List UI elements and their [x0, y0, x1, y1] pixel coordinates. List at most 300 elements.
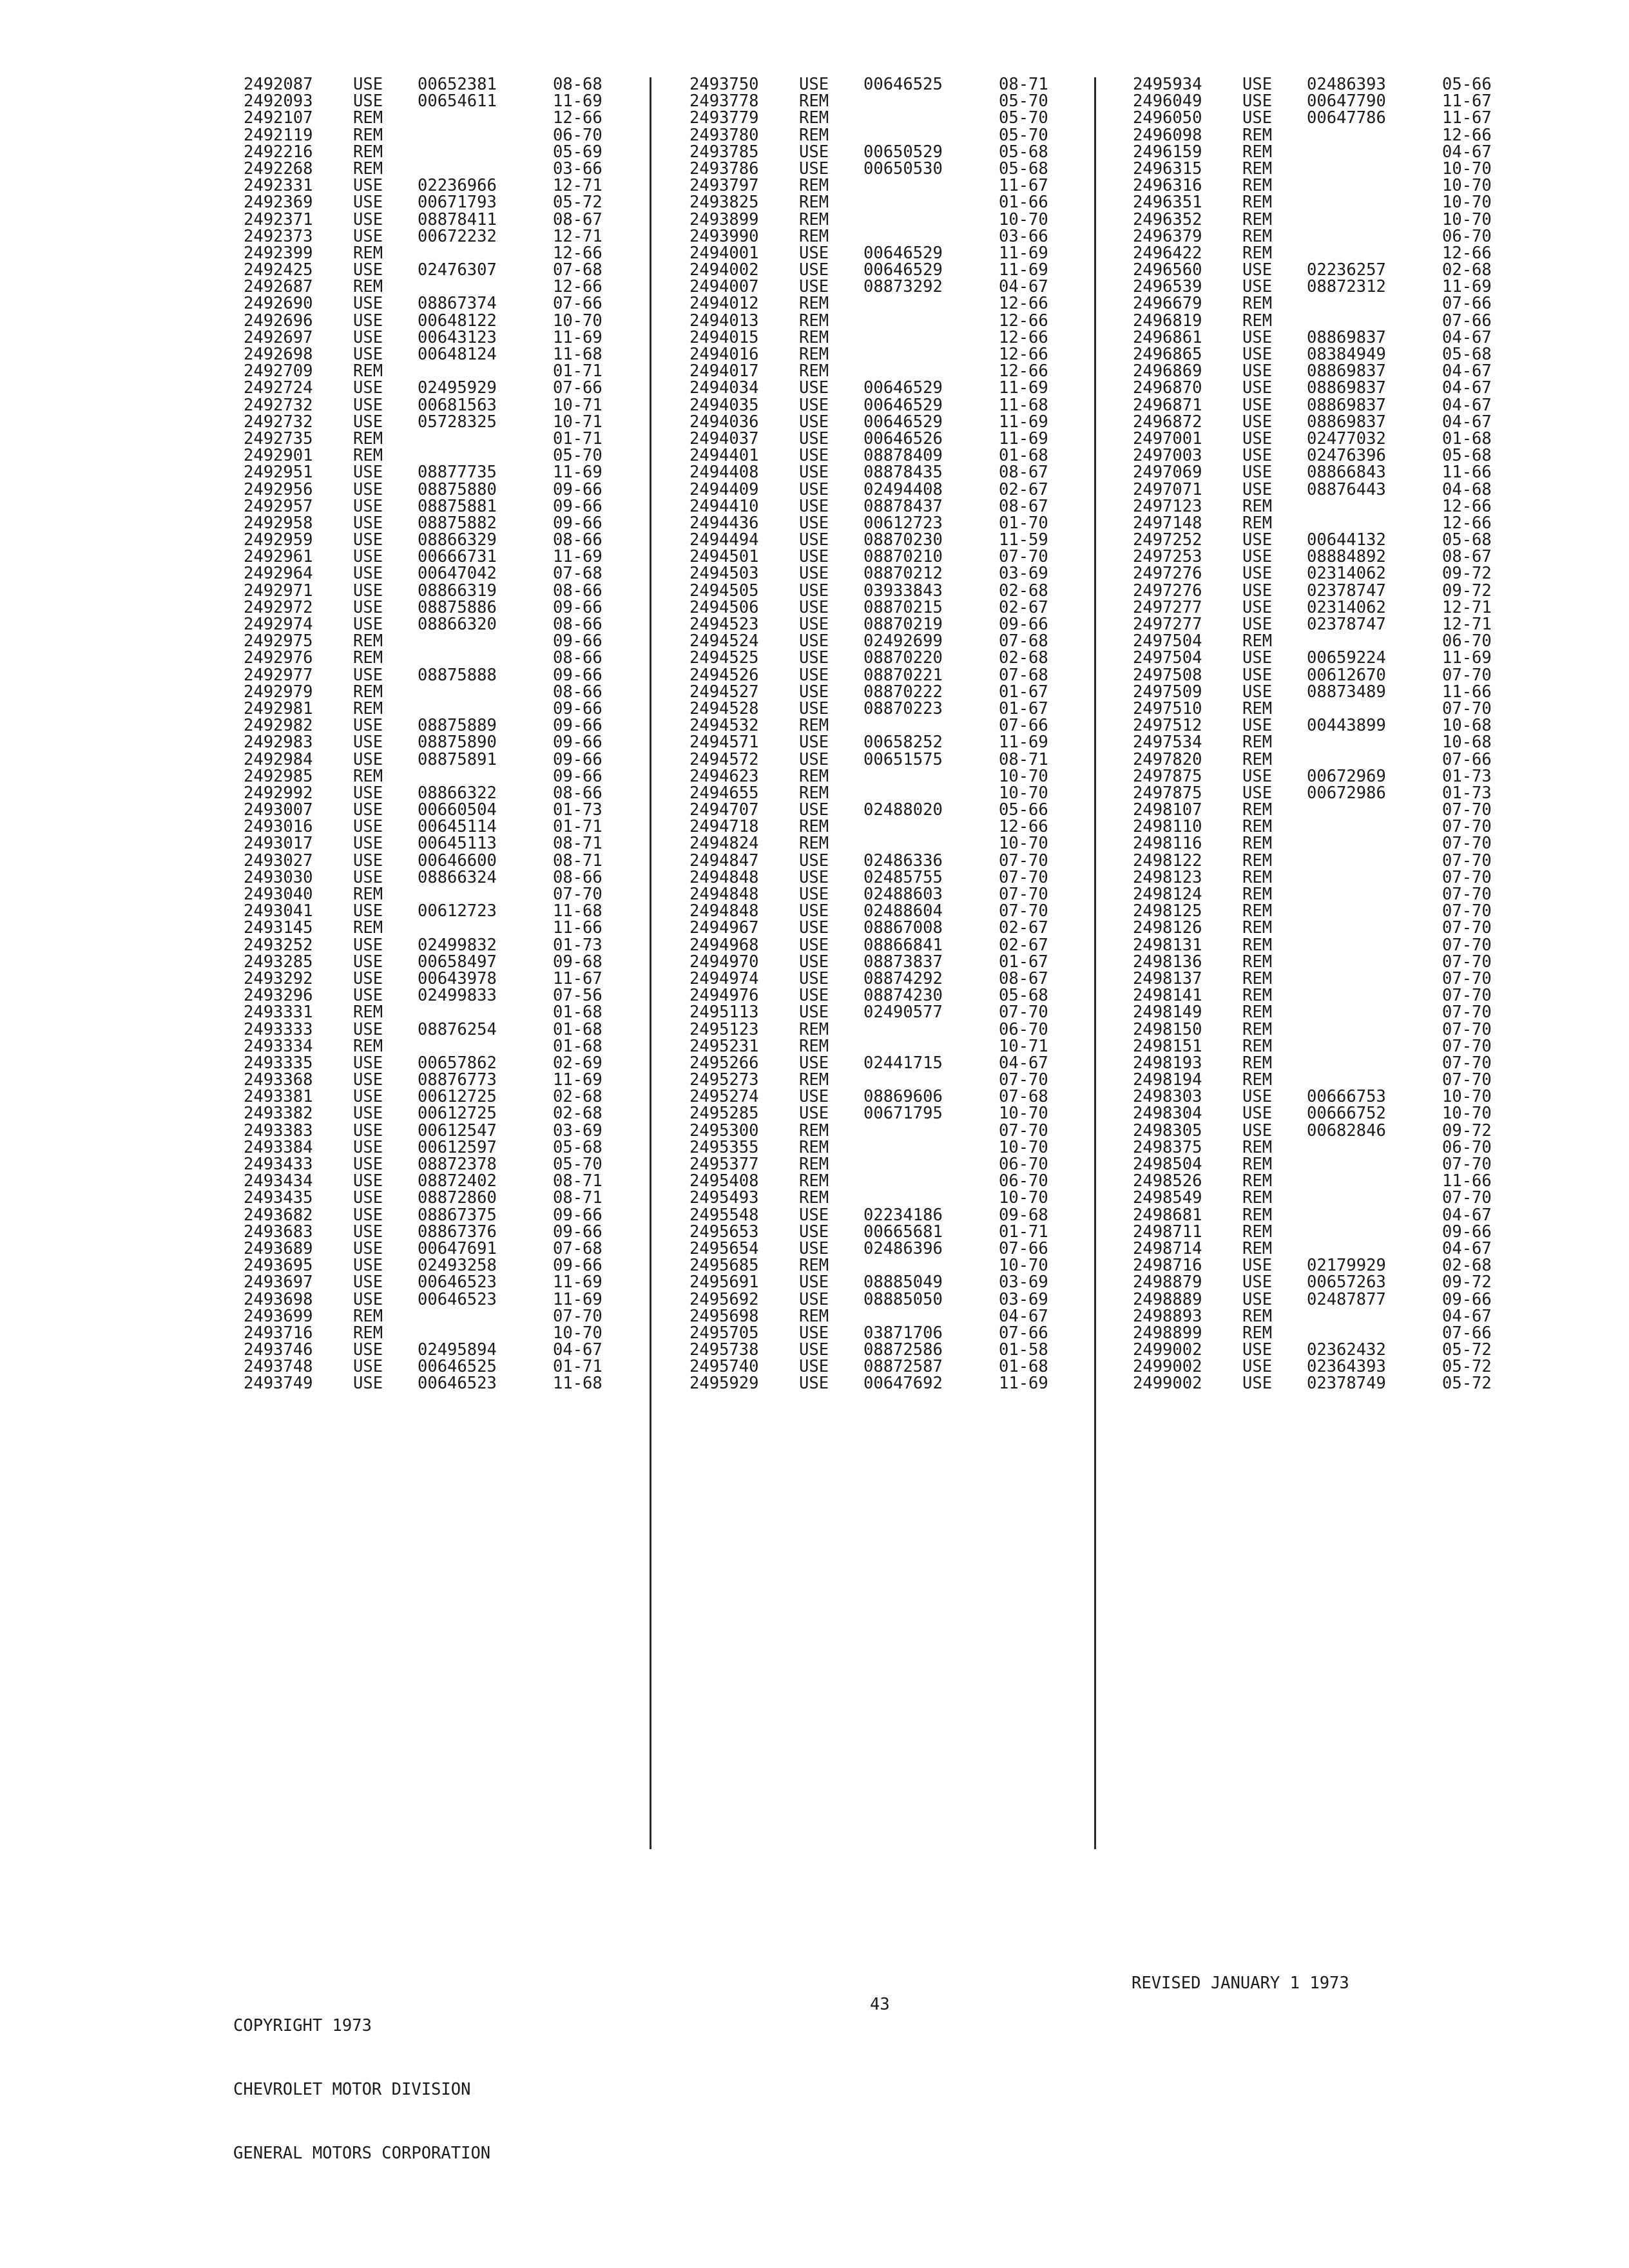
part-number: 2493017 [244, 834, 313, 854]
part-number: 2497875 [1133, 766, 1202, 786]
replacement-number: 02476307 [418, 260, 497, 280]
date-code: 04-67 [1442, 1205, 1492, 1225]
replacement-number: 08875888 [418, 665, 497, 685]
action-code: USE [799, 631, 829, 651]
replacement-number: 00650530 [863, 159, 943, 178]
part-number: 2493779 [689, 108, 759, 128]
date-code: 07-70 [999, 1003, 1048, 1023]
table-row [689, 1308, 1070, 1325]
part-number: 2496819 [1133, 311, 1202, 331]
action-code: USE [353, 800, 383, 820]
table-row [689, 1189, 1070, 1206]
table-row [1133, 1021, 1513, 1038]
action-code: REM [1242, 1238, 1273, 1258]
action-code: USE [353, 564, 383, 584]
date-code: 02-68 [999, 581, 1048, 601]
action-code: REM [1242, 867, 1273, 887]
date-code: 05-70 [999, 108, 1048, 128]
table-row [244, 245, 624, 262]
date-code: 07-70 [999, 867, 1048, 887]
part-number: 2492977 [244, 665, 313, 685]
part-number: 2493433 [244, 1155, 313, 1174]
part-number: 2493786 [689, 159, 759, 178]
date-code: 07-70 [1442, 867, 1492, 887]
date-code: 12-66 [1442, 496, 1492, 516]
table-row [1133, 548, 1513, 565]
action-code: USE [799, 968, 829, 988]
date-code: 08-66 [553, 682, 602, 702]
part-number: 2494526 [689, 665, 759, 685]
action-code: USE [353, 75, 383, 94]
table-row [244, 93, 624, 110]
table-row [1133, 262, 1513, 278]
part-number: 2498303 [1133, 1087, 1202, 1107]
part-number: 2494035 [689, 395, 759, 415]
table-row [1133, 447, 1513, 464]
action-code: USE [1242, 327, 1273, 347]
action-code: USE [353, 378, 383, 398]
replacement-number: 02477032 [1307, 428, 1386, 448]
date-code: 12-66 [999, 361, 1048, 381]
part-number: 2493368 [244, 1070, 313, 1090]
part-number: 2498194 [1133, 1070, 1202, 1090]
copyright-block [233, 1973, 490, 2186]
date-code: 06-70 [553, 125, 602, 145]
table-row [1133, 835, 1513, 852]
part-number: 2495654 [689, 1238, 759, 1258]
action-code: USE [1242, 91, 1273, 111]
action-code: USE [799, 698, 829, 718]
date-code: 09-66 [553, 479, 602, 499]
action-code: USE [799, 1273, 829, 1293]
date-code: 07-70 [1442, 918, 1492, 938]
table-row [244, 329, 624, 346]
date-code: 08-66 [553, 615, 602, 634]
part-number: 2493041 [244, 901, 313, 921]
table-row [689, 1325, 1070, 1341]
date-code: 07-66 [999, 1238, 1048, 1258]
table-row [244, 211, 624, 228]
action-code: USE [799, 159, 829, 178]
table-row [1133, 76, 1513, 93]
date-code: 01-67 [999, 682, 1048, 702]
action-code: USE [799, 952, 829, 972]
replacement-number: 02378747 [1307, 581, 1386, 601]
action-code: REM [799, 1306, 829, 1326]
date-code: 09-66 [553, 513, 602, 533]
part-number: 2497512 [1133, 716, 1202, 736]
table-row [244, 278, 624, 295]
table-row [244, 903, 624, 919]
date-code: 11-67 [1442, 91, 1492, 111]
date-code: 07-70 [1442, 968, 1492, 988]
table-row [689, 177, 1070, 194]
part-number: 2496679 [1133, 294, 1202, 314]
action-code: USE [799, 1205, 829, 1225]
date-code: 11-69 [999, 260, 1048, 280]
table-row [244, 548, 624, 565]
date-code: 05-72 [1442, 1357, 1492, 1377]
column-divider-1 [650, 77, 651, 1849]
date-code: 10-70 [1442, 193, 1492, 213]
date-code: 05-69 [553, 142, 602, 162]
table-row [689, 1341, 1070, 1358]
table-row [689, 262, 1070, 278]
part-number: 2495355 [689, 1137, 759, 1157]
table-row [1133, 785, 1513, 802]
action-code: USE [799, 648, 829, 668]
table-row [689, 346, 1070, 363]
action-code: USE [353, 1340, 383, 1360]
action-code: USE [799, 986, 829, 1006]
date-code: 08-68 [553, 75, 602, 94]
part-number: 2499002 [1133, 1374, 1202, 1394]
part-number: 2493040 [244, 885, 313, 904]
table-row [689, 1139, 1070, 1156]
replacement-number: 08878437 [863, 496, 943, 516]
replacement-number: 00666753 [1307, 1087, 1386, 1107]
table-row [244, 818, 624, 835]
action-code: USE [353, 1019, 383, 1039]
date-code: 10-70 [999, 766, 1048, 786]
date-code: 07-56 [553, 986, 602, 1006]
table-row [244, 397, 624, 414]
table-row [1133, 1105, 1513, 1122]
part-number: 2492982 [244, 716, 313, 736]
replacement-number: 08878435 [863, 463, 943, 483]
action-code: USE [353, 935, 383, 955]
part-number: 2497069 [1133, 463, 1202, 483]
table-row [689, 1240, 1070, 1257]
date-code: 09-66 [553, 1256, 602, 1276]
table-row [689, 211, 1070, 228]
part-number: 2492979 [244, 682, 313, 702]
part-number: 2493296 [244, 986, 313, 1006]
action-code: REM [1242, 631, 1273, 651]
date-code: 07-70 [553, 885, 602, 904]
replacement-number: 08872587 [863, 1357, 943, 1377]
action-code: USE [353, 209, 383, 229]
date-code: 04-67 [999, 277, 1048, 297]
action-code: REM [1242, 1003, 1273, 1023]
action-code: USE [353, 1053, 383, 1073]
replacement-number: 02364393 [1307, 1357, 1386, 1377]
table-row [244, 987, 624, 1004]
action-code: REM [1242, 294, 1273, 314]
part-number: 2495653 [689, 1222, 759, 1242]
date-code: 07-70 [999, 885, 1048, 904]
part-number: 2494036 [689, 412, 759, 432]
date-code: 09-72 [1442, 581, 1492, 601]
table-row [1133, 515, 1513, 532]
table-row [1133, 278, 1513, 295]
replacement-number: 00646529 [863, 378, 943, 398]
date-code: 07-70 [1442, 817, 1492, 837]
date-code: 07-70 [1442, 1003, 1492, 1023]
action-code: USE [1242, 581, 1273, 601]
table-row [689, 1274, 1070, 1291]
date-code: 05-66 [1442, 75, 1492, 94]
action-code: USE [353, 901, 383, 921]
part-number: 2498305 [1133, 1120, 1202, 1140]
part-number: 2493899 [689, 209, 759, 229]
table-row [244, 1341, 624, 1358]
table-row [244, 295, 624, 312]
part-number: 2493990 [689, 226, 759, 246]
part-number: 2493749 [244, 1374, 313, 1394]
action-code: REM [1242, 125, 1273, 145]
action-code: USE [799, 733, 829, 753]
date-code: 10-68 [1442, 716, 1492, 736]
action-code: USE [353, 1087, 383, 1107]
replacement-number: 08866843 [1307, 463, 1386, 483]
date-code: 05-72 [1442, 1340, 1492, 1360]
action-code: USE [799, 547, 829, 567]
date-code: 07-70 [1442, 698, 1492, 718]
action-code: USE [1242, 463, 1273, 483]
table-row [244, 177, 624, 194]
part-number: 2497003 [1133, 446, 1202, 466]
action-code: REM [353, 1003, 383, 1023]
date-code: 04-67 [553, 1340, 602, 1360]
replacement-number: 08875889 [418, 716, 497, 736]
part-number: 2494523 [689, 615, 759, 634]
date-code: 11-69 [553, 327, 602, 347]
replacement-number: 00658497 [418, 952, 497, 972]
replacement-number: 00645113 [418, 834, 497, 854]
replacement-number: 08876773 [418, 1070, 497, 1090]
part-number: 2498375 [1133, 1137, 1202, 1157]
date-code: 05-70 [553, 446, 602, 466]
date-code: 11-69 [1442, 648, 1492, 668]
date-code: 07-70 [1442, 800, 1492, 820]
part-number: 2493695 [244, 1256, 313, 1276]
table-row [1133, 1122, 1513, 1139]
date-code: 08-66 [553, 648, 602, 668]
part-number: 2493435 [244, 1188, 313, 1208]
replacement-number: 08878409 [863, 446, 943, 466]
replacement-number: 00672232 [418, 226, 497, 246]
part-number: 2492951 [244, 463, 313, 483]
date-code: 04-67 [1442, 412, 1492, 432]
part-number: 2494016 [689, 345, 759, 364]
replacement-number: 02493258 [418, 1256, 497, 1276]
replacement-number: 08872860 [418, 1188, 497, 1208]
action-code: USE [1242, 361, 1273, 381]
part-number: 2492959 [244, 530, 313, 550]
part-number: 2495740 [689, 1357, 759, 1377]
date-code: 11-69 [999, 733, 1048, 753]
part-number: 2498304 [1133, 1104, 1202, 1124]
action-code: USE [799, 1323, 829, 1343]
action-code: USE [353, 193, 383, 213]
copyright-line-3: GENERAL MOTORS CORPORATION [233, 2144, 491, 2163]
part-number: 2492974 [244, 615, 313, 634]
table-row [689, 127, 1070, 144]
action-code: REM [1242, 1137, 1273, 1157]
action-code: USE [799, 800, 829, 820]
date-code: 07-66 [999, 1323, 1048, 1343]
action-code: REM [353, 142, 383, 162]
date-code: 12-66 [1442, 125, 1492, 145]
table-row [689, 515, 1070, 532]
table-row [689, 464, 1070, 481]
replacement-number: 08876443 [1307, 479, 1386, 499]
table-row [244, 1088, 624, 1105]
table-row [689, 1358, 1070, 1375]
action-code: USE [353, 412, 383, 432]
table-row [244, 1156, 624, 1173]
part-number: 2492956 [244, 479, 313, 499]
table-row [244, 1139, 624, 1156]
table-row [1133, 1055, 1513, 1072]
table-row [244, 1308, 624, 1325]
replacement-number: 02378749 [1307, 1374, 1386, 1394]
replacement-number: 00612725 [418, 1087, 497, 1107]
action-code: REM [353, 159, 383, 178]
table-row [1133, 380, 1513, 396]
date-code: 11-68 [553, 1374, 602, 1394]
replacement-number: 00612723 [863, 513, 943, 533]
date-code: 12-71 [1442, 615, 1492, 634]
part-number: 2497071 [1133, 479, 1202, 499]
action-code: USE [799, 901, 829, 921]
table-row [244, 363, 624, 380]
part-number: 2496351 [1133, 193, 1202, 213]
date-code: 06-70 [999, 1019, 1048, 1039]
action-code: REM [1242, 1306, 1273, 1326]
action-code: REM [799, 311, 829, 331]
part-number: 2498141 [1133, 986, 1202, 1006]
action-code: USE [353, 1188, 383, 1208]
part-number: 2495273 [689, 1070, 759, 1090]
date-code: 07-68 [553, 1238, 602, 1258]
date-code: 07-66 [999, 716, 1048, 736]
action-code: REM [353, 108, 383, 128]
table-row [1133, 228, 1513, 245]
part-number: 2492957 [244, 496, 313, 516]
table-row [689, 1224, 1070, 1240]
part-number: 2494655 [689, 783, 759, 803]
table-row [1133, 397, 1513, 414]
replacement-number: 02441715 [863, 1053, 943, 1073]
part-number: 2494718 [689, 817, 759, 837]
part-number: 2492369 [244, 193, 313, 213]
date-code: 10-71 [999, 1036, 1048, 1056]
action-code: USE [799, 867, 829, 887]
action-code: USE [1242, 564, 1273, 584]
part-number: 2492983 [244, 733, 313, 753]
table-row [1133, 1173, 1513, 1189]
date-code: 07-66 [1442, 1323, 1492, 1343]
action-code: REM [799, 108, 829, 128]
date-code: 10-70 [553, 1323, 602, 1343]
replacement-number: 08876254 [418, 1019, 497, 1039]
part-number: 2494525 [689, 648, 759, 668]
action-code: USE [799, 513, 829, 533]
part-number: 2494034 [689, 378, 759, 398]
part-number: 2495113 [689, 1003, 759, 1023]
date-code: 11-67 [1442, 108, 1492, 128]
date-code: 10-68 [1442, 733, 1492, 753]
table-row [244, 1173, 624, 1189]
action-code: USE [1242, 716, 1273, 736]
part-number: 2493785 [689, 142, 759, 162]
action-code: USE [353, 1155, 383, 1174]
action-code: USE [353, 733, 383, 753]
part-number: 2498150 [1133, 1019, 1202, 1039]
table-row [689, 802, 1070, 818]
table-row [689, 380, 1070, 396]
table-row [1133, 1156, 1513, 1173]
action-code: REM [1242, 1188, 1273, 1208]
table-row [1133, 430, 1513, 447]
part-number: 2497276 [1133, 581, 1202, 601]
part-number: 2494494 [689, 530, 759, 550]
action-code: USE [1242, 615, 1273, 634]
part-number: 2495738 [689, 1340, 759, 1360]
table-row [689, 852, 1070, 869]
table-row [689, 903, 1070, 919]
date-code: 12-66 [999, 817, 1048, 837]
replacement-number: 00654611 [418, 91, 497, 111]
table-row [244, 127, 624, 144]
date-code: 06-70 [1442, 226, 1492, 246]
replacement-number: 00646523 [418, 1273, 497, 1293]
table-row [1133, 987, 1513, 1004]
table-row [1133, 1038, 1513, 1055]
replacement-number: 02234186 [863, 1205, 943, 1225]
date-code: 03-69 [999, 1273, 1048, 1293]
part-number: 2495493 [689, 1188, 759, 1208]
action-code: REM [1242, 1323, 1273, 1343]
replacement-number: 08875882 [418, 513, 497, 533]
date-code: 12-71 [1442, 597, 1492, 617]
replacement-number: 00646529 [863, 260, 943, 280]
replacement-number: 00666752 [1307, 1104, 1386, 1124]
table-row [244, 1021, 624, 1038]
table-row [689, 312, 1070, 329]
date-code: 07-70 [999, 547, 1048, 567]
date-code: 05-68 [1442, 446, 1492, 466]
part-number: 2496872 [1133, 412, 1202, 432]
table-row [244, 649, 624, 666]
action-code: USE [1242, 783, 1273, 803]
part-number: 2493750 [689, 75, 759, 94]
action-code: USE [1242, 530, 1273, 550]
replacement-number: 02236966 [418, 176, 497, 196]
part-number: 2496049 [1133, 91, 1202, 111]
part-number: 2498137 [1133, 968, 1202, 988]
part-number: 2496869 [1133, 361, 1202, 381]
replacement-number: 00646526 [863, 428, 943, 448]
table-row [689, 245, 1070, 262]
date-code: 12-66 [1442, 513, 1492, 533]
replacement-number: 08884892 [1307, 547, 1386, 567]
part-number: 2496315 [1133, 159, 1202, 178]
action-code: USE [1242, 1357, 1273, 1377]
date-code: 02-68 [1442, 1256, 1492, 1276]
date-code: 07-66 [553, 378, 602, 398]
action-code: REM [353, 428, 383, 448]
date-code: 11-69 [999, 412, 1048, 432]
part-number: 2493683 [244, 1222, 313, 1242]
replacement-number: 00612597 [418, 1137, 497, 1157]
action-code: USE [1242, 1273, 1273, 1293]
part-number: 2494847 [689, 850, 759, 870]
date-code: 05-68 [1442, 345, 1492, 364]
action-code: USE [353, 1070, 383, 1090]
